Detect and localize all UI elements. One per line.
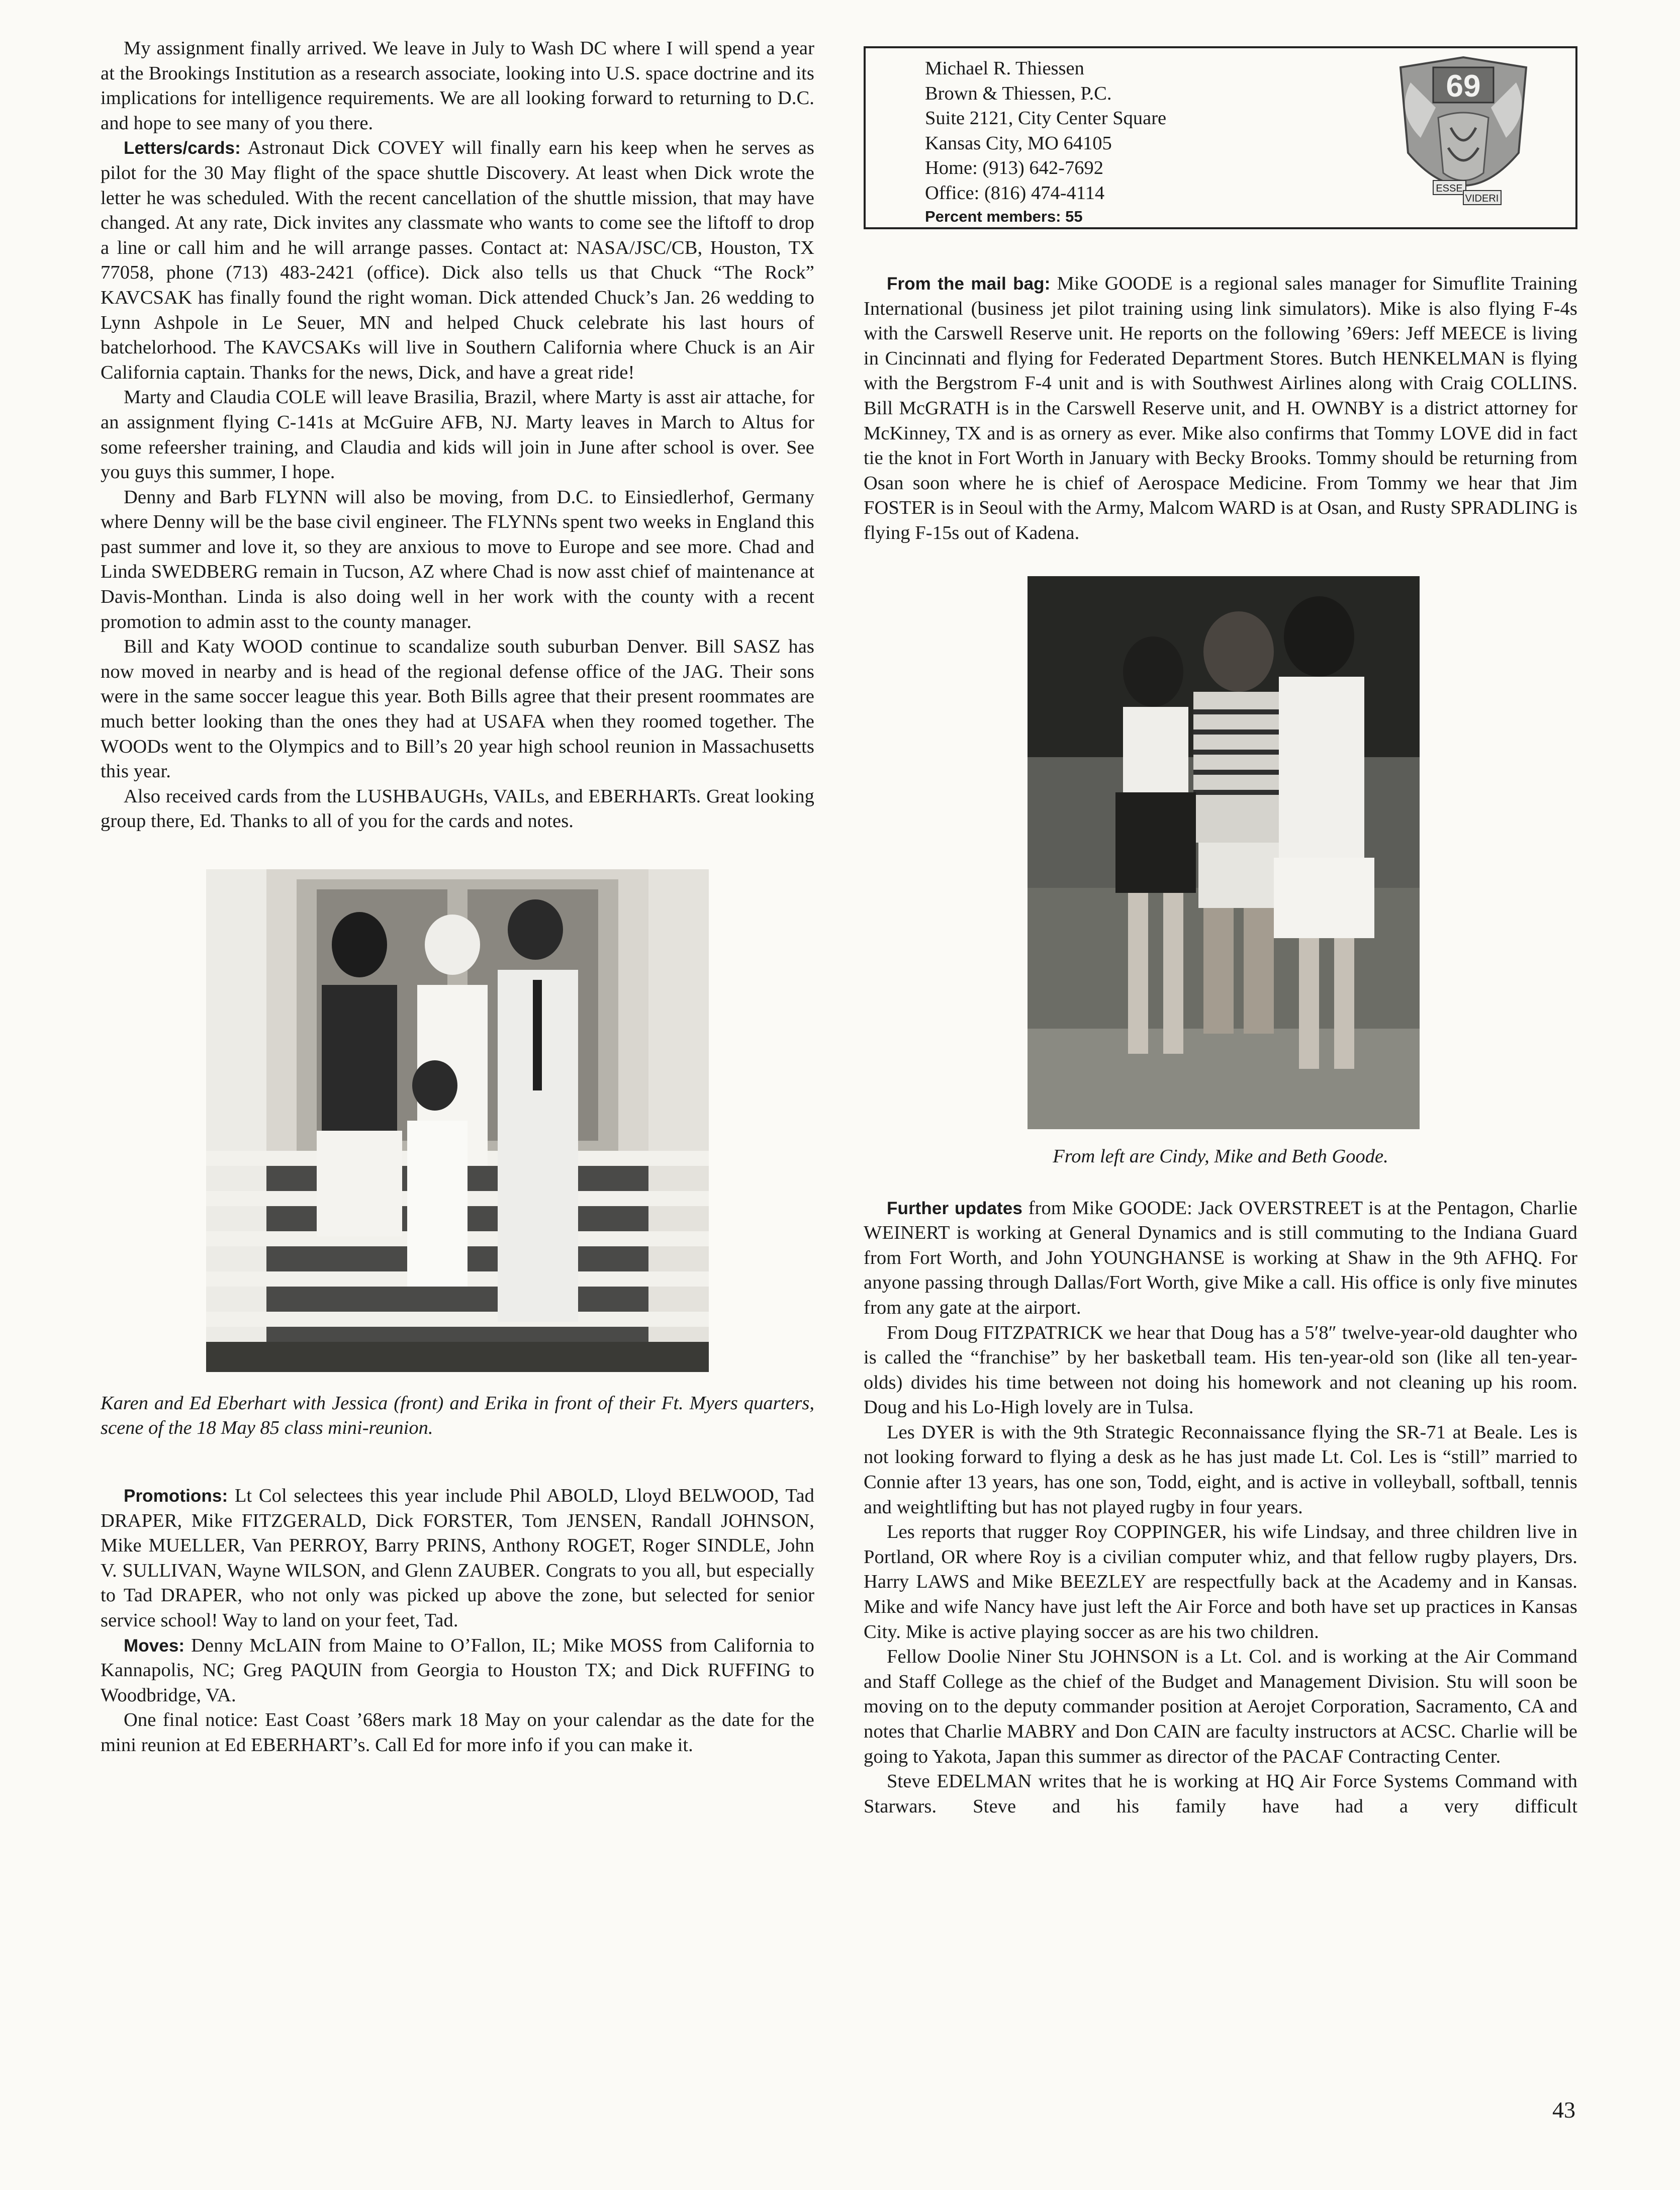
paragraph: From the mail bag: Mike GOODE is a regional sales manager for Simuflite Training International (business jet pilot training using link simulators). Mike is also flying F-4s with the Carswell Reserve unit. He reports on the following ’69ers: Jeff MEECE is living in Cincinnati and flying for Federated Department Stores. Butch HENKELMAN is flying with the Bergstrom F-4 unit and is with Southwest Airlines along with Craig COLLINS. Bill McGRATH is in the Carswell Reserve unit, and H. OWNBY is a district attorney for McKinney, TX and is as ornery as ever. Mike also confirms that Tommy LOVE did in fact tie the knot in Fort Worth in January with Becky Brooks. Tommy should be returning from Osan soon where he is chief of Aerospace Medicine. From Tommy we hear that Jim FOSTER is in Seoul with the Army, Malcom WARD is at Osan, and Rusty SPRADLING is flying F-15s out of Kadena. — [864, 273, 1577, 543]
paragraph: Bill and Katy WOOD continue to scandalize south suburban Denver. Bill SASZ has now moved in nearby and is head of the regional defense office of the JAG. Their sons were in the same soccer league this year. Both Bills agree that their present roommates are much better looking than the ones they had at USAFA when they roomed together. The WOODs went to the Olympics and to Bill’s 20 year high school reunion in Massachusetts this year. — [101, 636, 814, 782]
paragraph: Les reports that rugger Roy COPPINGER, his wife Lindsay, and three children live in Portland, OR where Roy is a civilian computer whiz, and that fellow rugby players, Drs. Harry LAWS and Mike BEEZLEY are respectfully back at the Academy and in Kansas. Mike and wife Nancy have just left the Air Force and both have set up practices in Kansas City. Mike is active playing soccer as are his two children. — [864, 1521, 1577, 1642]
paragraph: Moves: Denny McLAIN from Maine to O’Fallon, IL; Mike MOSS from California to Kannapolis, NC; Greg PAQUIN from Georgia to Houston TX; and Dick RUFFING to Woodbridge, VA. — [101, 1634, 814, 1706]
photo-illustration — [206, 869, 709, 1372]
contact-suite: Suite 2121, City Center Square — [925, 108, 1167, 129]
page-number: 43 — [1552, 2097, 1575, 2123]
svg-text:VIDERI: VIDERI — [1465, 193, 1499, 204]
percent-members: Percent members: 55 — [925, 208, 1083, 225]
goode-family-photo — [1028, 576, 1420, 1129]
right-text-block-lower — [864, 1196, 1577, 1819]
paragraph: Les DYER is with the 9th Strategic Reconnaissance flying the SR-71 at Beale. Les is not looking forward to flying a desk as he has just made Lt. Col. Les is “still” married to Connie after 13 years, has one son, Todd, eight, and is active in volleyball, softball, tennis and weightlifting but has not played rugby in four years. — [864, 1421, 1577, 1518]
paragraph: My assignment finally arrived. We leave in July to Wash DC where I will spend a year at the Brookings Institution as a research associate, looking into U.S. space doctrine and its implications for intelligence requirements. We are all looking forward to returning to D.C. and hope to see many of you there. — [101, 38, 814, 134]
class-contact-box — [864, 46, 1577, 229]
eberhart-family-photo — [206, 869, 709, 1372]
contact-name: Michael R. Thiessen — [925, 58, 1084, 79]
paragraph: Marty and Claudia COLE will leave Brasilia, Brazil, where Marty is asst air attache, for an assignment flying C-141s at McGuire AFB, NJ. Marty leaves in March to Altus for some refeersher training, and Claudia and kids will join in June after school is over. See you guys this summer, I hope. — [101, 387, 814, 483]
right-text-block — [864, 271, 1577, 546]
contact-firm: Brown & Thiessen, P.C. — [925, 82, 1112, 104]
left-column — [101, 36, 814, 1758]
goode-photo-caption: From left are Cindy, Mike and Beth Goode. — [1053, 1145, 1388, 1167]
paragraph: Promotions: Lt Col selectees this year include Phil ABOLD, Lloyd BELWOOD, Tad DRAPER, Mike FITZGERALD, Dick FORSTER, Tom JENSEN, Randall JOHNSON, Mike MUELLER, Van PERROY, Barry PRINS, Anthony ROGET, Roger SINDLE, John V. SULLIVAN, Wayne WILSON, and Glenn ZAUBER. Congrats to you all, but especially to Tad DRAPER, who not only was picked up above the zone, but selected for senior service school! Way to land on your feet, Tad. — [101, 1485, 814, 1631]
right-column — [864, 46, 1577, 1819]
paragraph: Fellow Doolie Niner Stu JOHNSON is a Lt. Col. and is working at the Air Command and Staff College as the chief of the Budget and Management Division. Stu will soon be moving on to the deputy commander position at Aerojet Corporation, Sacramento, CA and notes that Charlie MABRY and Don CAIN are faculty instructors at ACSC. Charlie will be going to Yakota, Japan this summer as director of the PACAF Contracting Center. — [864, 1646, 1577, 1767]
eberhart-photo-caption: Karen and Ed Eberhart with Jessica (front) and Erika in front of their Ft. Myers quarters, scene of the 18 May 85 class mini-reunion. — [101, 1393, 814, 1438]
contact-city: Kansas City, MO 64105 — [925, 132, 1112, 154]
left-text-block-lower — [101, 1484, 814, 1758]
contact-home-phone: Home: (913) 642-7692 — [925, 157, 1103, 178]
contact-office-phone: Office: (816) 474-4114 — [925, 182, 1105, 204]
svg-text:ESSE: ESSE — [1436, 183, 1463, 194]
paragraph: Steve EDELMAN writes that he is working at HQ Air Force Systems Command with Starwars. Steve and his family have had a very difficult — [864, 1771, 1577, 1817]
paragraph: From Doug FITZPATRICK we hear that Doug has a 5′8″ twelve-year-old daughter who is called the “franchise” by her basketball team. His ten-year-old son (like all ten-year-olds) divides his time between not doing his homework and not cleaning up his room. Doug and his Lo-High lovely are in Tulsa. — [864, 1322, 1577, 1418]
class-crest-icon — [1390, 52, 1536, 223]
photo-illustration — [1028, 576, 1420, 1129]
svg-text:69: 69 — [1446, 69, 1481, 104]
paragraph: Further updates from Mike GOODE: Jack OVERSTREET is at the Pentagon, Charlie WEINERT is working at General Dynamics and is still commuting to the Indiana Guard from Fort Worth, and John YOUNGHANSE is working at Shaw in the 9th AFHQ. For anyone passing through Dallas/Fort Worth, give Mike a call. His office is only five minutes from any gate at the airport. — [864, 1197, 1577, 1318]
left-text-block — [101, 36, 814, 834]
paragraph: Letters/cards: Astronaut Dick COVEY will finally earn his keep when he serves as pilot for the 30 May flight of the space shuttle Discovery. At least when Dick wrote the letter he was scheduled. With the recent cancellation of the shuttle mission, that may have changed. At any rate, Dick invites any classmate who wants to come see the liftoff to drop a line or call him and he will arrange passes. Contact at: NASA/JSC/CB, Houston, TX 77058, phone (713) 483-2421 (office). Dick also tells us that Chuck “The Rock” KAVCSAK has finally found the right woman. Dick attended Chuck’s Jan. 26 wedding to Lynn Ashpole in Le Seuer, MN and helped Chuck celebrate his last hours of batchelorhood. The KAVCSAKs will live in Southern California where Chuck is an Air California captain. Thanks for the news, Dick, and have a great ride! — [101, 137, 814, 383]
paragraph: Also received cards from the LUSHBAUGHs, VAILs, and EBERHARTs. Great looking group there, Ed. Thanks to all of you for the cards and notes. — [101, 785, 814, 832]
paragraph: Denny and Barb FLYNN will also be moving, from D.C. to Einsiedlerhof, Germany where Denny will be the base civil engineer. The FLYNNs spent two weeks in England this past summer and love it, so they are anxious to move to Europe and see more. Chad and Linda SWEDBERG remain in Tucson, AZ where Chad is now asst chief of maintenance at Davis-Monthan. Linda is also doing well in her work with the county with a recent promotion to admin asst to the county manager. — [101, 486, 814, 632]
paragraph: One final notice: East Coast ’68ers mark 18 May on your calendar as the date for the mini reunion at Ed EBERHART’s. Call Ed for more info if you can make it. — [101, 1709, 814, 1756]
